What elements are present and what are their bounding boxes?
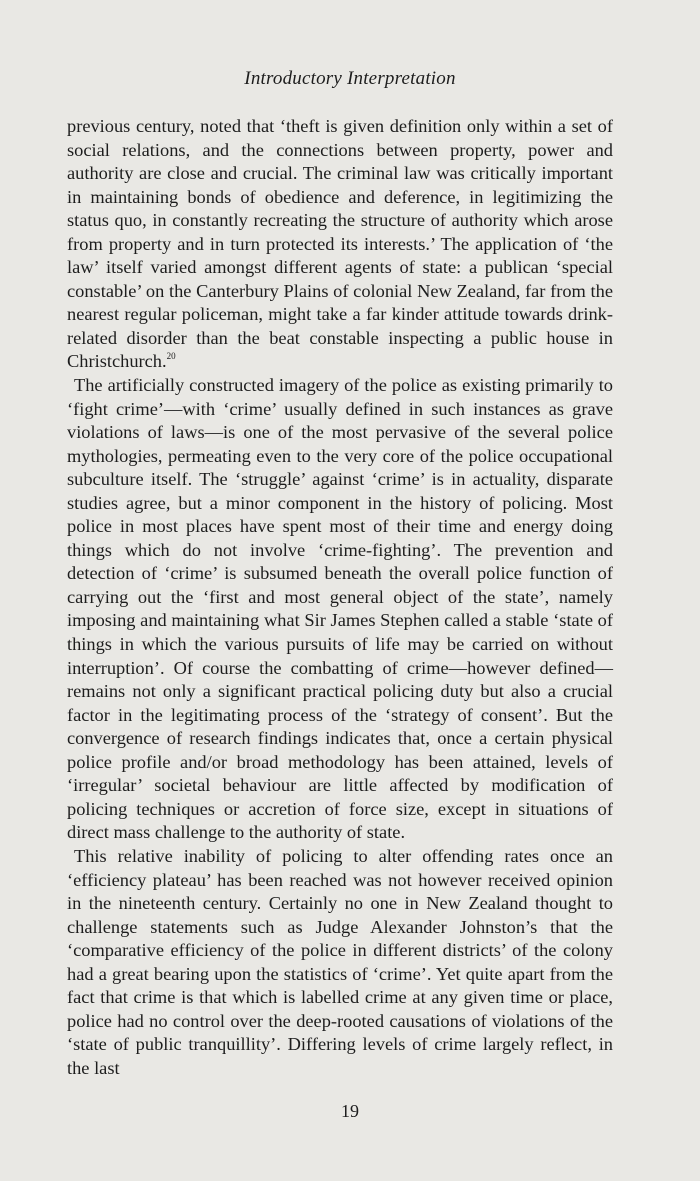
paragraph-1 <box>67 115 613 374</box>
footnote-marker: 20 <box>166 351 176 362</box>
page-number: 19 <box>341 1101 359 1121</box>
body-text <box>67 115 613 1080</box>
paragraph-text: previous century, noted that ‘theft is given definition only within a set of social relations, and the connections between property, power and authority are close and crucial. The criminal law was critically important in maintaining bonds of obedience and deference, in legitimizing the status quo, in constantly recreating the structure of authority which arose from property and in turn protected its interests.’ The application of ‘the law’ itself varied amongst different agents of state: a publican ‘special constable’ on the Canterbury Plains of colonial New Zealand, far from the nearest regular policeman, might take a far kinder attitude towards drink-related disorder than the beat constable inspecting a public house in Christchurch. <box>67 116 613 372</box>
paragraph-2: The artificially constructed imagery of the police as existing primarily to ‘fight crime’—with ‘crime’ usually defined in such instances as grave violations of laws—is one of the most pervasive of the several police mythologies, permeating even to the very core of the police occupational subculture itself. The ‘struggle’ against ‘crime’ is in actuality, disparate studies agree, but a minor component in the history of policing. Most police in most places have spent most of their time and energy doing things which do not involve ‘crime-fighting’. The prevention and detection of ‘crime’ is subsumed beneath the overall police function of carrying out the ‘first and most general object of the state’, namely imposing and maintaining what Sir James Stephen called a stable ‘state of things in which the various pursuits of life may be carried on without interruption’. Of course the combatting of crime—however defined—remains not only a significant practical policing duty but also a crucial factor in the legitimating process of the ‘strategy of consent’. But the convergence of research findings indicates that, once a certain physical police profile and/or broad methodology has been attained, levels of ‘irregular’ societal behaviour are little affected by modification of policing techniques or accretion of force size, except in situations of direct mass challenge to the authority of state. <box>67 375 613 843</box>
paragraph-3: This relative inability of policing to alter offending rates once an ‘efficiency plateau’ has been reached was not however received opinion in the nineteenth century. Certainly no one in New Zealand thought to challenge statements such as Judge Alexander Johnston’s that the ‘comparative efficiency of the police in different districts’ of the colony had a great bearing upon the statistics of ‘crime’. Yet quite apart from the fact that crime is that which is labelled crime at any given time or place, police had no control over the deep-rooted causations of violations of the ‘state of public tranquillity’. Differing levels of crime largely reflect, in the last <box>67 845 613 1078</box>
running-head: Introductory Interpretation <box>244 68 456 89</box>
